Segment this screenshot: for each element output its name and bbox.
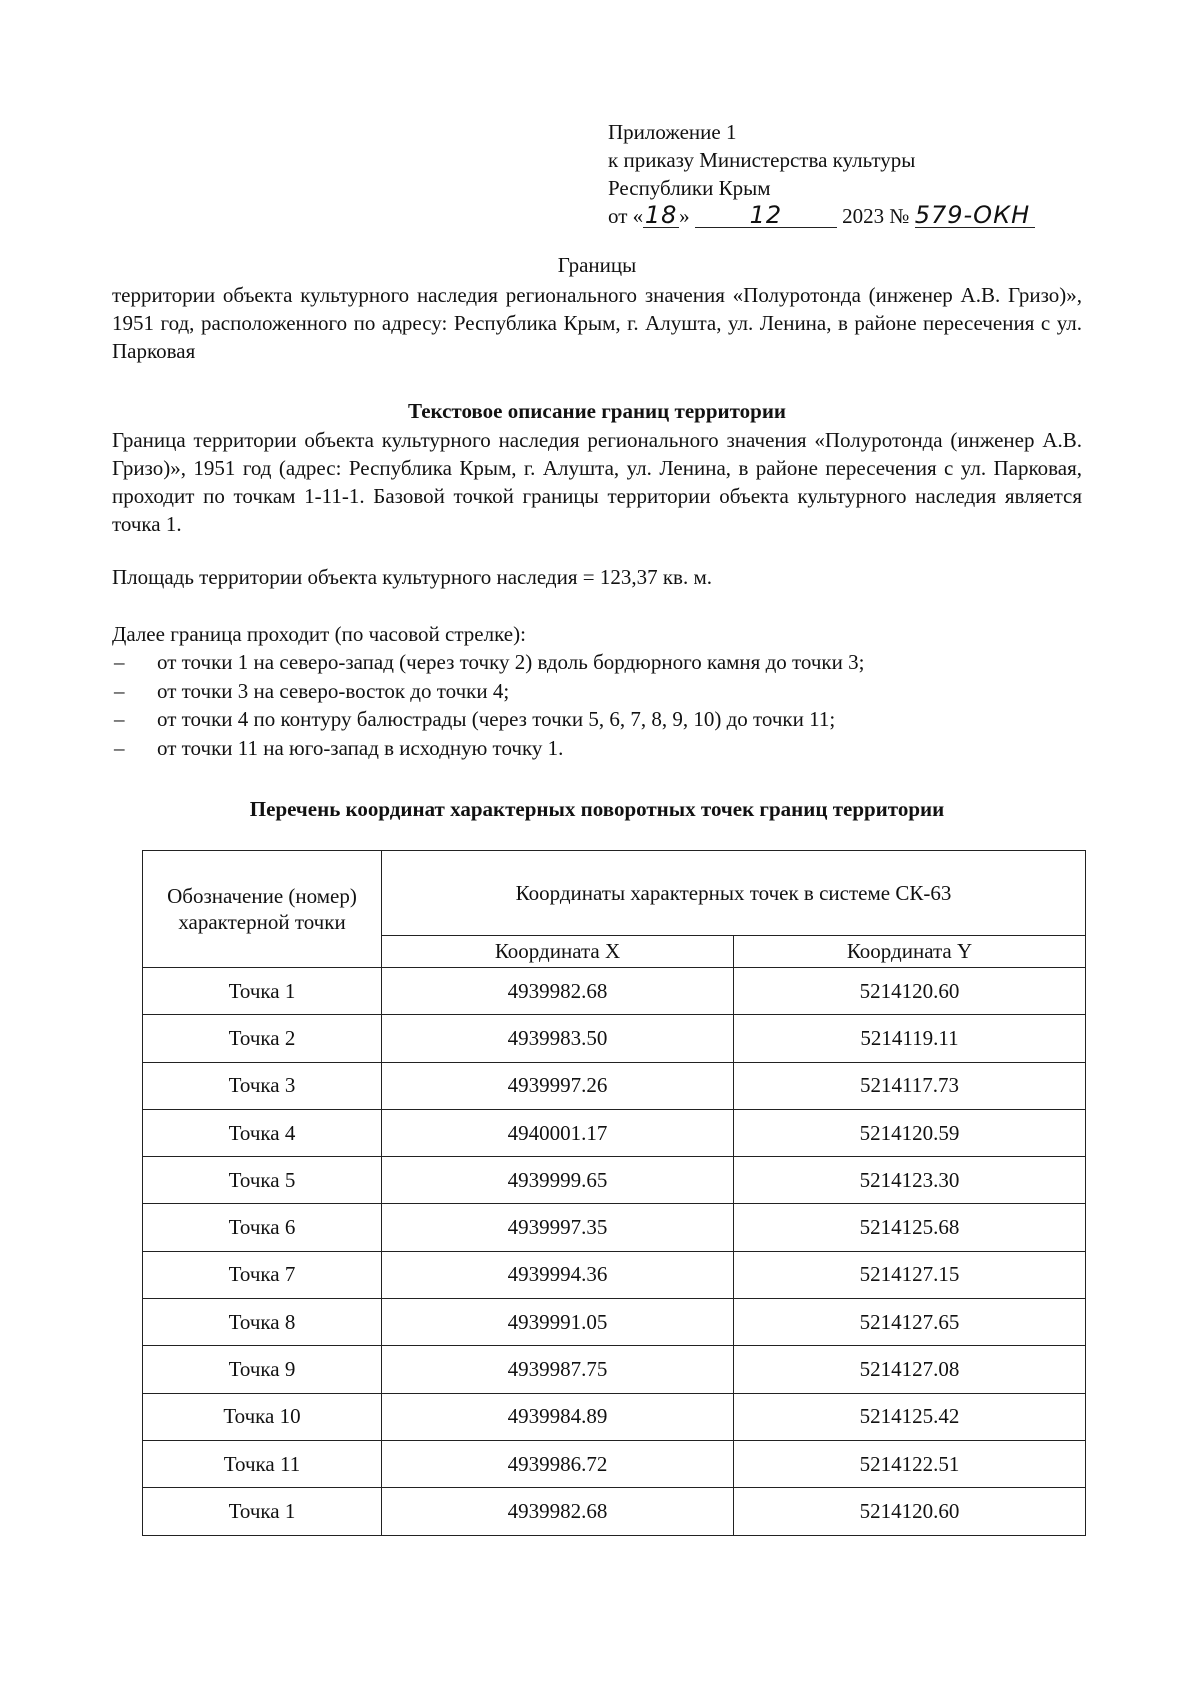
point-name-cell: Точка 8 — [143, 1299, 382, 1346]
point-name-cell: Точка 10 — [143, 1393, 382, 1440]
route-list — [112, 648, 1092, 762]
table-row — [143, 1109, 1086, 1156]
coordinate-x-cell: 4939997.26 — [382, 1062, 734, 1109]
appendix-line-3: Республики Крым — [608, 176, 771, 200]
list-item: – от точки 4 по контуру балюстрады (через точки 5, 6, 7, 8, 9, 10) до точки 11; — [112, 705, 1092, 734]
header-coordinate-x: Координата X — [382, 936, 734, 968]
point-name-cell: Точка 7 — [143, 1251, 382, 1298]
table-row — [143, 1299, 1086, 1346]
point-name-cell: Точка 4 — [143, 1109, 382, 1156]
table-row — [143, 1488, 1086, 1535]
point-name-cell: Точка 6 — [143, 1204, 382, 1251]
table-row — [143, 968, 1086, 1015]
coordinate-y-cell: 5214120.60 — [734, 968, 1086, 1015]
point-name-cell: Точка 1 — [143, 968, 382, 1015]
coordinate-y-cell: 5214120.59 — [734, 1109, 1086, 1156]
appendix-date-line — [608, 202, 1035, 230]
table-row — [143, 1393, 1086, 1440]
point-name-cell: Точка 9 — [143, 1346, 382, 1393]
text-description-heading: Текстовое описание границ территории — [407, 399, 787, 423]
list-item: – от точки 11 на юго-запад в исходную точку 1. — [112, 734, 1092, 763]
coordinate-x-cell: 4939986.72 — [382, 1440, 734, 1487]
coordinate-y-cell: 5214120.60 — [734, 1488, 1086, 1535]
appendix-line-1: Приложение 1 — [608, 120, 737, 144]
handwritten-month: 12 — [695, 203, 837, 228]
header-coordinate-y: Координата Y — [734, 936, 1086, 968]
point-name-cell: Точка 2 — [143, 1015, 382, 1062]
appendix-line-2: к приказу Министерства культуры — [608, 148, 916, 172]
coordinate-x-cell: 4940001.17 — [382, 1109, 734, 1156]
coordinate-x-cell: 4939982.68 — [382, 1488, 734, 1535]
coordinates-heading: Перечень координат характерных поворотных точек границ территории — [249, 797, 945, 821]
point-name-cell: Точка 1 — [143, 1488, 382, 1535]
document-subtitle: территории объекта культурного наследия регионального значения «Полуротонда (инженер А.В. Гризо)», 1951 год, расположенного по адресу: Республика Крым, г. Алушта, ул. Ленина, в районе пересечения с ул. Парковая — [112, 283, 1082, 363]
coordinate-x-cell: 4939997.35 — [382, 1204, 734, 1251]
date-mid: » — [679, 204, 690, 228]
coordinate-y-cell: 5214117.73 — [734, 1062, 1086, 1109]
coordinate-x-cell: 4939987.75 — [382, 1346, 734, 1393]
coordinate-x-cell: 4939991.05 — [382, 1299, 734, 1346]
table-row — [143, 1346, 1086, 1393]
coordinate-x-cell: 4939994.36 — [382, 1251, 734, 1298]
list-item: – от точки 3 на северо-восток до точки 4; — [112, 677, 1092, 706]
coordinates-table — [142, 850, 1086, 1536]
header-point-designation: Обозначение (номер) характерной точки — [143, 851, 382, 968]
coordinate-y-cell: 5214127.65 — [734, 1299, 1086, 1346]
table-row — [143, 1204, 1086, 1251]
year-number-label: 2023 № — [842, 204, 910, 228]
area-statement: Площадь территории объекта культурного наследия = 123,37 кв. м. — [112, 565, 712, 589]
coordinate-y-cell: 5214122.51 — [734, 1440, 1086, 1487]
coordinate-x-cell: 4939982.68 — [382, 968, 734, 1015]
coordinate-y-cell: 5214119.11 — [734, 1015, 1086, 1062]
coordinate-y-cell: 5214123.30 — [734, 1157, 1086, 1204]
header-coordinate-system: Координаты характерных точек в системе СК-63 — [382, 851, 1086, 936]
list-item: – от точки 1 на северо-запад (через точку 2) вдоль бордюрного камня до точки 3; — [112, 648, 1092, 677]
coordinate-y-cell: 5214127.08 — [734, 1346, 1086, 1393]
document-title: Границы — [557, 253, 637, 277]
appendix-header — [608, 118, 1035, 230]
coordinate-x-cell: 4939984.89 — [382, 1393, 734, 1440]
coordinate-y-cell: 5214125.42 — [734, 1393, 1086, 1440]
handwritten-day: 18 — [644, 201, 678, 229]
coordinate-x-cell: 4939999.65 — [382, 1157, 734, 1204]
coordinate-y-cell: 5214125.68 — [734, 1204, 1086, 1251]
point-name-cell: Точка 11 — [143, 1440, 382, 1487]
table-row — [143, 1251, 1086, 1298]
table-header-row — [143, 851, 1086, 936]
table-row — [143, 1015, 1086, 1062]
table-body — [143, 968, 1086, 1536]
point-name-cell: Точка 5 — [143, 1157, 382, 1204]
point-name-cell: Точка 3 — [143, 1062, 382, 1109]
table-row — [143, 1062, 1086, 1109]
table-row — [143, 1157, 1086, 1204]
date-prefix: от « — [608, 204, 644, 228]
route-intro: Далее граница проходит (по часовой стрелке): — [112, 622, 526, 646]
coordinate-y-cell: 5214127.15 — [734, 1251, 1086, 1298]
text-description-paragraph: Граница территории объекта культурного наследия регионального значения «Полуротонда (инженер А.В. Гризо)», 1951 год (адрес: Республика Крым, г. Алушта, ул. Ленина, в районе пересечения с ул. Парковая, проходит по точкам 1-11-1. Базовой точкой границы территории объекта культурного наследия является точка 1. — [112, 428, 1082, 536]
coordinate-x-cell: 4939983.50 — [382, 1015, 734, 1062]
table-row — [143, 1440, 1086, 1487]
handwritten-order-number: 579-ОКН — [915, 203, 1035, 228]
